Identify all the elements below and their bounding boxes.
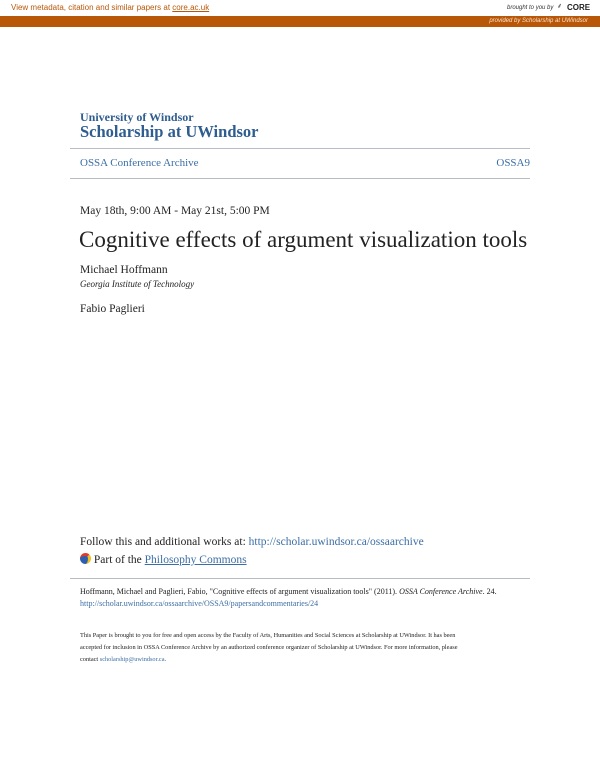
provider-bar [0,16,600,27]
philosophy-commons-link[interactable]: Philosophy Commons [144,554,247,566]
author-name: Michael Hoffmann [80,264,168,276]
author-name: Fabio Paglieri [80,303,145,315]
author-affiliation: Georgia Institute of Technology [80,279,195,289]
metadata-label: View metadata, citation and similar papers at [11,3,171,12]
brought-by-text: brought to you by [507,5,554,11]
core-logo-icon: ⸙ [557,3,563,10]
notice-contact [80,656,166,663]
commons-network-icon [80,553,91,564]
period: . [164,656,167,663]
divider [70,178,530,179]
notice-line: accepted for inclusion in OSSA Conference Archive by an authorized conference organizer of Scholarship at UWindsor. For more information, please [80,644,458,651]
university-name: University of Windsor [80,110,194,124]
paper-title: Cognitive effects of argument visualization tools [79,227,528,252]
event-date: May 18th, 9:00 AM - May 21st, 5:00 PM [80,205,270,217]
archive-link[interactable]: http://scholar.uwindsor.ca/ossaarchive [248,536,424,548]
email-link[interactable]: scholarship@uwindsor.ca [99,656,165,663]
contact-label: contact [80,656,99,663]
divider [70,148,530,149]
citation-text [80,587,497,596]
core-logo[interactable]: CORE [567,3,591,12]
collection-link[interactable]: OSSA Conference Archive [80,157,199,169]
volume-link[interactable]: OSSA9 [496,157,530,169]
citation-number: . 24. [482,587,497,596]
part-of-label: Part of the [93,554,142,566]
core-link[interactable]: core.ac.uk [172,3,210,12]
citation-url[interactable]: http://scholar.uwindsor.ca/ossaarchive/OSSA9/papersandcommentaries/24 [80,599,319,608]
part-of-line [80,553,247,566]
repository-name[interactable]: Scholarship at UWindsor [80,122,259,141]
core-banner [0,0,600,15]
provided-by-text: provided by Scholarship at UWindsor [489,18,588,24]
citation-journal: OSSA Conference Archive [399,587,483,596]
notice-line: This Paper is brought to you for free and open access by the Faculty of Arts, Humanities and Social Sciences at Scholarship at UWindsor. It has been [80,632,456,639]
follow-label: Follow this and additional works at: [80,536,246,548]
follow-line [80,536,424,548]
divider [70,578,530,579]
metadata-text [11,3,209,12]
citation-body: Hoffmann, Michael and Paglieri, Fabio, "Cognitive effects of argument visualization tools" (2011). [80,587,398,596]
